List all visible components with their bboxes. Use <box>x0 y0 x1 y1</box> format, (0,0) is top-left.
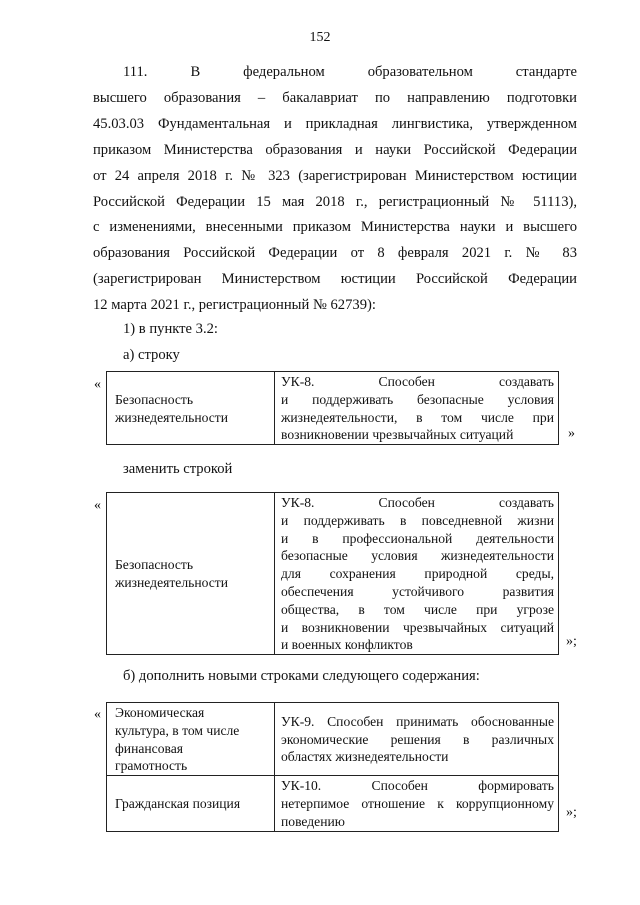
table-cell-competency: УК-9. Способен принимать обоснованные экономические решения в различных областях жизнедеятельности <box>275 703 559 776</box>
paragraph-line: приказом Министерства образования и науки Российской Федерации <box>93 141 577 158</box>
paragraph-line: образования Российской Федерации от 8 февраля 2021 г. № 83 <box>93 245 577 262</box>
quote-open: « <box>94 498 101 513</box>
quote-close: »; <box>566 634 577 649</box>
table-cell-category: Безопасность жизнедеятельности <box>107 372 275 445</box>
table-cell-competency: УК-8. Способен создавать и поддерживать безопасные условия жизнедеятельности, в том числе при возникновении чрезвычайных ситуаций <box>275 372 559 445</box>
page-number: 152 <box>309 30 331 45</box>
table-row <box>107 493 559 655</box>
paragraph-line: 111. В федеральном образовательном стандарте <box>123 64 577 80</box>
table-old-row <box>106 371 559 445</box>
paragraph-line: высшего образования – бакалавриат по направлению подготовки <box>93 89 577 106</box>
quote-close: »; <box>566 805 577 820</box>
quote-open: « <box>94 377 101 392</box>
paragraph-line: (зарегистрирован Министерством юстиции Российской Федерации <box>93 271 577 288</box>
replace-label: заменить строкой <box>123 461 233 477</box>
table-row <box>107 703 559 776</box>
paragraph-line: 45.03.03 Фундаментальная и прикладная лингвистика, утвержденном <box>93 115 577 132</box>
table-added-rows <box>106 702 559 832</box>
paragraph-line: Российской Федерации 15 мая 2018 г., регистрационный № 51113), <box>93 193 577 210</box>
paragraph-line: от 24 апреля 2018 г. № 323 (зарегистрирован Министерством юстиции <box>93 167 577 184</box>
item-a: а) строку <box>123 347 180 363</box>
table-cell-category: Безопасность жизнедеятельности <box>107 493 275 655</box>
table-cell-category: Гражданская позиция <box>107 776 275 831</box>
table-cell-competency: УК-8. Способен создавать и поддерживать в повседневной жизни и в профессиональной деятельности безопасные условия жизнедеятельности для сохранения природной среды, обеспечения устойчивого развития общества, в том числе при угрозе и возникновении чрезвычайных ситуаций и военных конфликтов <box>275 493 559 655</box>
item-1: 1) в пункте 3.2: <box>123 321 218 337</box>
quote-open: « <box>94 707 101 722</box>
paragraph-line: с изменениями, внесенными приказом Министерства науки и высшего <box>93 219 577 236</box>
paragraph-line: 12 марта 2021 г., регистрационный № 62739): <box>93 297 376 314</box>
table-new-row <box>106 492 559 655</box>
table-row <box>107 372 559 445</box>
table-cell-competency: УК-10. Способен формировать нетерпимое отношение к коррупционному поведению <box>275 776 559 831</box>
item-b: б) дополнить новыми строками следующего содержания: <box>123 668 480 684</box>
quote-close: » <box>568 426 575 441</box>
table-cell-category: Экономическая культура, в том числе финансовая грамотность <box>107 703 275 776</box>
amendment-paragraph <box>93 60 577 319</box>
table-row <box>107 776 559 831</box>
